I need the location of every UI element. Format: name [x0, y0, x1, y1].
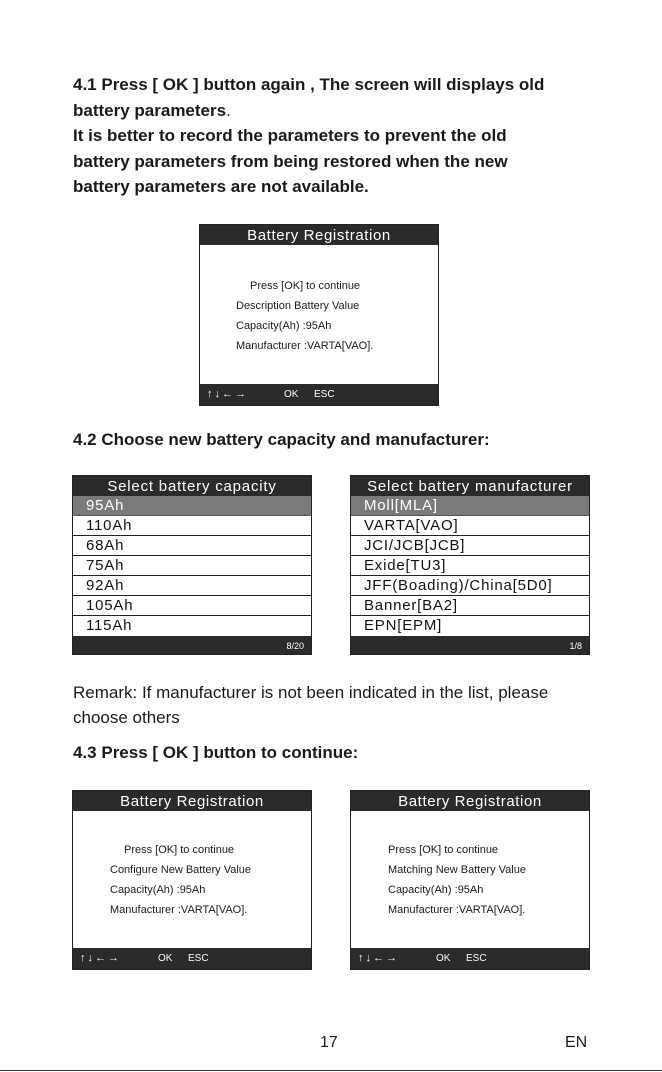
- screen-body: [110, 840, 251, 920]
- screen-line: Manufacturer :VARTA[VAO].: [236, 340, 374, 352]
- capacity-option[interactable]: 105Ah: [73, 596, 311, 616]
- manufacturer-option[interactable]: VARTA[VAO]: [351, 516, 589, 536]
- screen-line: Capacity(Ah) :95Ah: [388, 884, 484, 896]
- manufacturer-option[interactable]: Banner[BA2]: [351, 596, 589, 616]
- section-4-1-line2: battery parameters.: [73, 100, 231, 120]
- screen-button-bar: [200, 384, 438, 405]
- screen-configure-new-battery: [72, 790, 312, 970]
- screen-title: Battery Registration: [351, 791, 589, 811]
- screen-body: [388, 840, 526, 920]
- page-number: 17: [320, 1034, 338, 1051]
- screen-line: Capacity(Ah) :95Ah: [236, 320, 332, 332]
- arrow-keys-icon[interactable]: ↑↓←→: [80, 952, 121, 964]
- screen-button-bar: [351, 948, 589, 969]
- remark-text: [73, 680, 613, 730]
- page-indicator: 8/20: [286, 641, 304, 651]
- capacity-option[interactable]: 68Ah: [73, 536, 311, 556]
- capacity-list-footer: [73, 636, 311, 654]
- manufacturer-list-screen: [350, 475, 590, 655]
- screen-line: Description Battery Value: [236, 300, 360, 312]
- screen-title: Battery Registration: [200, 225, 438, 245]
- arrow-keys-icon[interactable]: ↑↓←→: [358, 952, 399, 964]
- screen-matching-new-battery: [350, 790, 590, 970]
- screen-line: Press [OK] to continue: [124, 844, 235, 856]
- esc-button[interactable]: ESC: [314, 389, 335, 400]
- capacity-option[interactable]: 75Ah: [73, 556, 311, 576]
- page-bottom-rule: [0, 1070, 662, 1071]
- section-4-1-text: [73, 72, 633, 200]
- section-4-3-heading: 4.3 Press [ OK ] button to continue:: [73, 743, 359, 762]
- section-4-1-line3: It is better to record the parameters to prevent the old: [73, 126, 507, 145]
- manufacturer-option[interactable]: JFF(Boading)/China[5D0]: [351, 576, 589, 596]
- capacity-option[interactable]: 110Ah: [73, 516, 311, 536]
- screen-body: [236, 276, 373, 356]
- screen-old-battery-params: [199, 224, 439, 406]
- capacity-option[interactable]: 95Ah: [73, 496, 311, 516]
- capacity-list-title: Select battery capacity: [73, 476, 311, 496]
- screen-line: Press [OK] to continue: [250, 280, 361, 292]
- esc-button[interactable]: ESC: [188, 953, 209, 964]
- manufacturer-option[interactable]: EPN[EPM]: [364, 617, 443, 634]
- section-4-1-line5: battery parameters are not available.: [73, 177, 369, 196]
- screen-button-bar: [73, 948, 311, 969]
- section-4-1-line4: battery parameters from being restored when the new: [73, 151, 508, 171]
- screen-title: Battery Registration: [73, 791, 311, 811]
- section-4-1-line1: 4.1 Press [ OK ] button again , The screen will displays old: [73, 75, 545, 94]
- ok-button[interactable]: OK: [158, 953, 173, 964]
- ok-button[interactable]: OK: [284, 389, 299, 400]
- arrow-keys-icon[interactable]: ↑↓←→: [207, 388, 248, 400]
- screen-line: Manufacturer :VARTA[VAO].: [110, 904, 248, 916]
- capacity-list-screen: [72, 475, 312, 655]
- ok-button[interactable]: OK: [436, 953, 451, 964]
- manufacturer-option[interactable]: JCI/JCB[JCB]: [351, 536, 589, 556]
- remark-line2: choose others: [73, 708, 180, 727]
- manufacturer-option[interactable]: Exide[TU3]: [351, 556, 589, 576]
- manufacturer-list-footer: [351, 636, 589, 654]
- screen-line: Manufacturer :VARTA[VAO].: [388, 904, 526, 916]
- screen-line: Capacity(Ah) :95Ah: [110, 884, 206, 896]
- section-4-2-heading: 4.2 Choose new battery capacity and manufacturer:: [73, 430, 490, 449]
- screen-line: Press [OK] to continue: [388, 844, 499, 856]
- esc-button[interactable]: ESC: [466, 953, 487, 964]
- screen-line: Configure New Battery Value: [110, 864, 252, 876]
- screen-line: Matching New Battery Value: [388, 864, 526, 876]
- language-label: EN: [565, 1034, 588, 1051]
- page-indicator: 1/8: [569, 641, 582, 651]
- manufacturer-option[interactable]: Moll[MLA]: [351, 496, 589, 516]
- remark-line1: Remark: If manufacturer is not been indicated in the list, please: [73, 683, 549, 702]
- manufacturer-list-title: Select battery manufacturer: [351, 476, 589, 496]
- capacity-option[interactable]: 115Ah: [86, 617, 133, 634]
- capacity-option[interactable]: 92Ah: [73, 576, 311, 596]
